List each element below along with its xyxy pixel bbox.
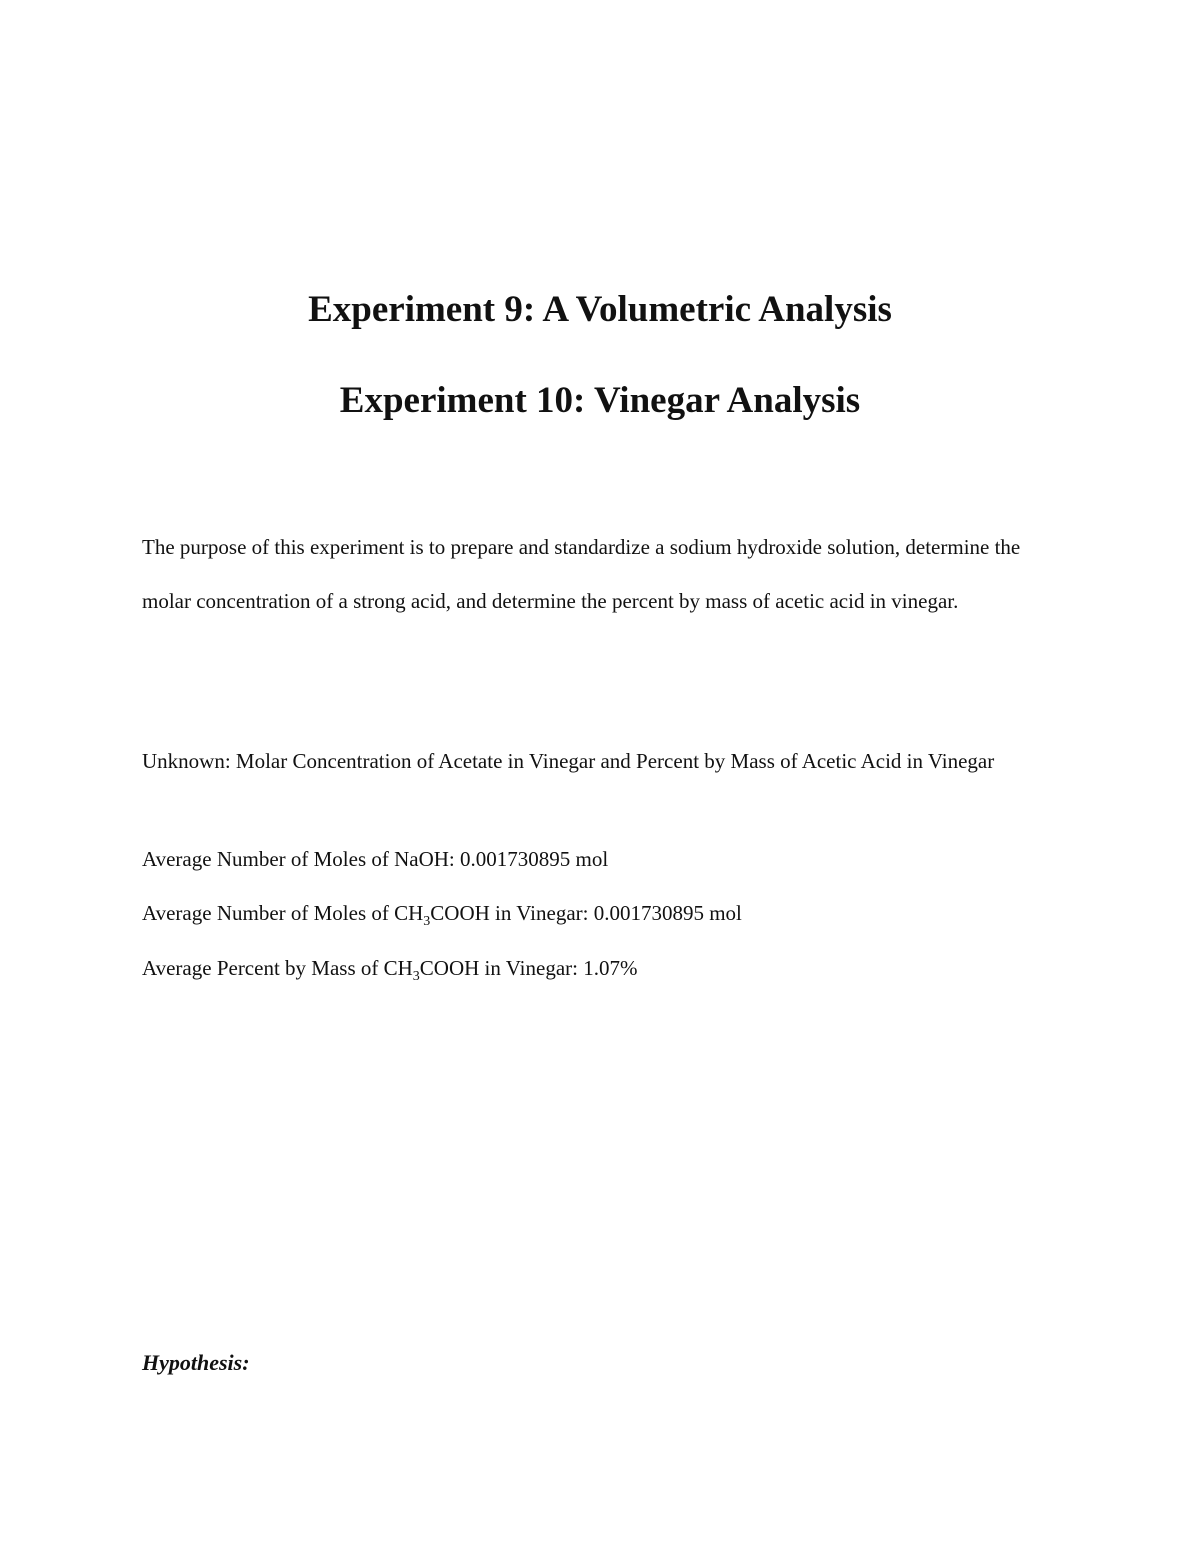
acetic-acid-percent-prefix: Average Percent by Mass of CH <box>142 956 413 980</box>
acetic-acid-moles-suffix: COOH in Vinegar: 0.001730895 mol <box>430 901 742 925</box>
hypothesis-heading: Hypothesis: <box>142 1350 250 1375</box>
title-experiment-10: Experiment 10: Vinegar Analysis <box>339 380 861 421</box>
title-experiment-9: Experiment 9: A Volumetric Analysis <box>308 289 892 330</box>
naoh-moles-line: Average Number of Moles of NaOH: 0.001730895 mol <box>142 847 609 871</box>
acetic-acid-moles-prefix: Average Number of Moles of CH <box>142 901 424 925</box>
acetic-acid-percent-suffix: COOH in Vinegar: 1.07% <box>419 956 638 980</box>
unknown-paragraph: Unknown: Molar Concentration of Acetate in Vinegar and Percent by Mass of Acetic Acid in Vinegar <box>142 749 995 773</box>
purpose-paragraph: The purpose of this experiment is to prepare and standardize a sodium hydroxide solution, determine the molar concentration of a strong acid, and determine the percent by mass of acetic acid in vinegar. <box>142 535 1021 613</box>
acetic-acid-moles-subscript: 3 <box>423 914 431 930</box>
acetic-acid-moles-line <box>142 898 742 928</box>
acetic-acid-percent-line <box>142 953 637 983</box>
acetic-acid-percent-subscript: 3 <box>412 969 420 985</box>
